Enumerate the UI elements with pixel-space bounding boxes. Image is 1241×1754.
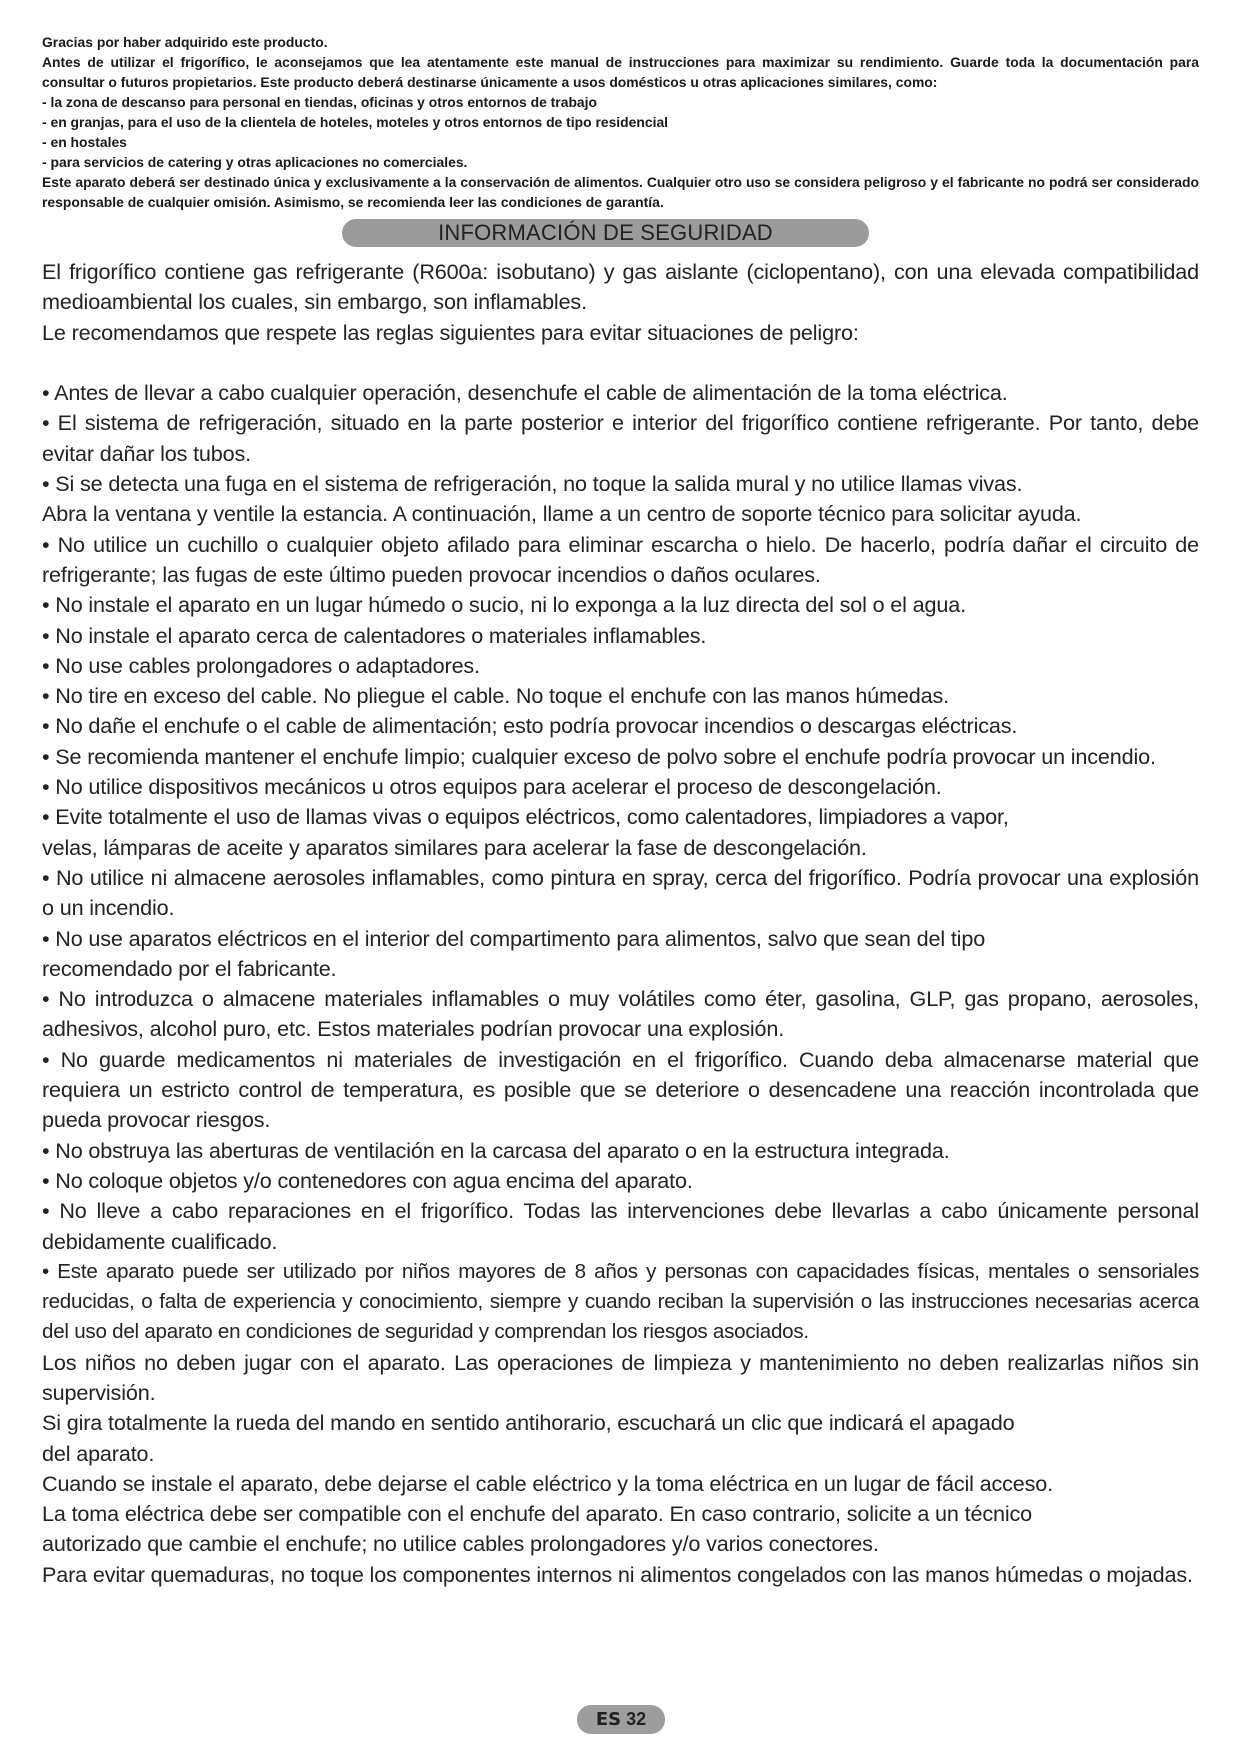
section-title: INFORMACIÓN DE SEGURIDAD [342,219,869,247]
safety-bullet: • Evite totalmente el uso de llamas vivas o equipos eléctricos, como calentadores, limpiadores a vapor, [42,804,1009,830]
safety-paragraph: La toma eléctrica debe ser compatible con el enchufe del aparato. En caso contrario, solicite a un técnico [42,1501,1032,1527]
page-number: 32 [626,1709,647,1729]
spacer [42,348,1199,378]
safety-bullet: • No obstruya las aberturas de ventilación en la carcasa del aparato o en la estructura integrada. [42,1137,950,1163]
safety-bullet: • Si se detecta una fuga en el sistema de refrigeración, no toque la salida mural y no utilice llamas vivas. [42,471,1023,497]
safety-bullet-continuation: recomendado por el fabricante. [42,955,337,981]
safety-bullet: • Antes de llevar a cabo cualquier operación, desenchufe el cable de alimentación de la toma eléctrica. [42,380,1008,406]
intro-use-item: - en granjas, para el uso de la clientela de hoteles, moteles y otros entornos de tipo residencial [42,114,669,130]
intro-use-item: - para servicios de catering y otras aplicaciones no comerciales. [42,154,468,170]
safety-bullet: • No introduzca o almacene materiales inflamables o muy volátiles como éter, gasolina, GLP, gas propano, aerosoles, adhesivos, alcohol puro, etc. Estos materiales podrían provocar una explosión. [42,986,1199,1042]
safety-bullet: • No utilice ni almacene aerosoles inflamables, como pintura en spray, cerca del frigorífico. Podría provocar una explosión o un incendio. [42,864,1199,921]
language-code: ES [595,1709,622,1730]
intro-use-item: - en hostales [42,134,127,150]
safety-bullet: • El sistema de refrigeración, situado en la parte posterior e interior del frigorífico contiene refrigerante. Por tanto, debe evitar dañar los tubos. [42,410,1199,466]
safety-bullet: • No tire en exceso del cable. No pliegue el cable. No toque el enchufe con las manos húmedas. [42,683,949,709]
safety-paragraph: Cuando se instale el aparato, debe dejarse el cable eléctrico y la toma eléctrica en un lugar de fácil acceso. [42,1470,1054,1496]
safety-bullet: • No guarde medicamentos ni materiales de investigación en el frigorífico. Cuando deba almacenarse material que requiera un estricto control de temperatura, es posible que se deteriore o desencadene una reacción incontrolada que pueda provocar riesgos. [42,1046,1199,1133]
safety-paragraph: Le recomendamos que respete las reglas siguientes para evitar situaciones de peligro: [42,319,859,345]
safety-paragraph: Si gira totalmente la rueda del mando en sentido antihorario, escuchará un clic que indicará el apagado [42,1410,1015,1436]
safety-bullet: • No dañe el enchufe o el cable de alimentación; esto podría provocar incendios o descargas eléctricas. [42,713,1018,739]
intro-use-item: - la zona de descanso para personal en tiendas, oficinas y otros entornos de trabajo [42,94,597,110]
intro-thanks: Gracias por haber adquirido este producto. [42,34,328,50]
intro-block [42,32,1199,212]
page-number-badge [577,1705,665,1734]
safety-bullet: • Este aparato puede ser utilizado por niños mayores de 8 años y personas con capacidades físicas, mentales o sensoriales reducidas, o falta de experiencia y conocimiento, siempre y cuando reciban la supervisión o las instrucciones necesarias acerca del uso del aparato en condiciones de seguridad y comprendan los riesgos asociados. [42,1259,1199,1344]
safety-bullet: • No lleve a cabo reparaciones en el frigorífico. Todas las intervenciones debe llevarlas a cabo únicamente personal debidamente cualificado. [42,1198,1199,1254]
safety-bullet: • No utilice un cuchillo o cualquier objeto afilado para eliminar escarcha o hielo. De hacerlo, podría dañar el circuito de refrigerante; las fugas de este último pueden provocar incendios o daños oculares. [42,531,1199,587]
intro-closing: Este aparato deberá ser destinado única y exclusivamente a la conservación de alimentos. Cualquier otro uso se considera peligroso y el fabricante no podrá ser considerado responsable de cualquier omisión. Asimismo, se recomienda leer las condiciones de garantía. [42,174,1199,210]
safety-bullet: • Se recomienda mantener el enchufe limpio; cualquier exceso de polvo sobre el enchufe podría provocar un incendio. [42,743,1156,769]
safety-paragraph-continuation: del aparato. [42,1440,155,1466]
safety-bullet: • No use aparatos eléctricos en el interior del compartimento para alimentos, salvo que sean del tipo [42,925,986,951]
safety-bullet: • No instale el aparato en un lugar húmedo o sucio, ni lo exponga a la luz directa del sol o el agua. [42,592,966,618]
safety-paragraph: El frigorífico contiene gas refrigerante (R600a: isobutano) y gas aislante (ciclopentano), con una elevada compatibilidad medioambiental los cuales, sin embargo, son inflamables. [42,259,1199,315]
safety-bullet: • No instale el aparato cerca de calentadores o materiales inflamables. [42,622,707,648]
safety-bullet-continuation: Abra la ventana y ventile la estancia. A continuación, llame a un centro de soporte técnico para solicitar ayuda. [42,501,1082,527]
safety-paragraph-continuation: autorizado que cambie el enchufe; no utilice cables prolongadores y/o varios conectores. [42,1531,879,1557]
section-header [42,219,1199,249]
manual-page [42,32,1199,1590]
safety-bullet-continuation: velas, lámparas de aceite y aparatos similares para acelerar la fase de descongelación. [42,834,867,860]
safety-bullet: • No utilice dispositivos mecánicos u otros equipos para acelerar el proceso de descongelación. [42,774,942,800]
safety-bullet: • No use cables prolongadores o adaptadores. [42,652,480,678]
safety-paragraph: Para evitar quemaduras, no toque los componentes internos ni alimentos congelados con las manos húmedas o mojadas. [42,1561,1193,1587]
intro-paragraph: Antes de utilizar el frigorífico, le aconsejamos que lea atentamente este manual de instrucciones para maximizar su rendimiento. Guarde toda la documentación para consultar o futuros propietarios. Este producto deberá destinarse únicamente a usos domésticos u otras aplicaciones similares, como: [42,54,1199,90]
safety-paragraph: Los niños no deben jugar con el aparato. Las operaciones de limpieza y mantenimiento no deben realizarlas niños sin supervisión. [42,1349,1199,1405]
safety-bullet: • No coloque objetos y/o contenedores con agua encima del aparato. [42,1167,693,1193]
safety-body [42,257,1199,1590]
